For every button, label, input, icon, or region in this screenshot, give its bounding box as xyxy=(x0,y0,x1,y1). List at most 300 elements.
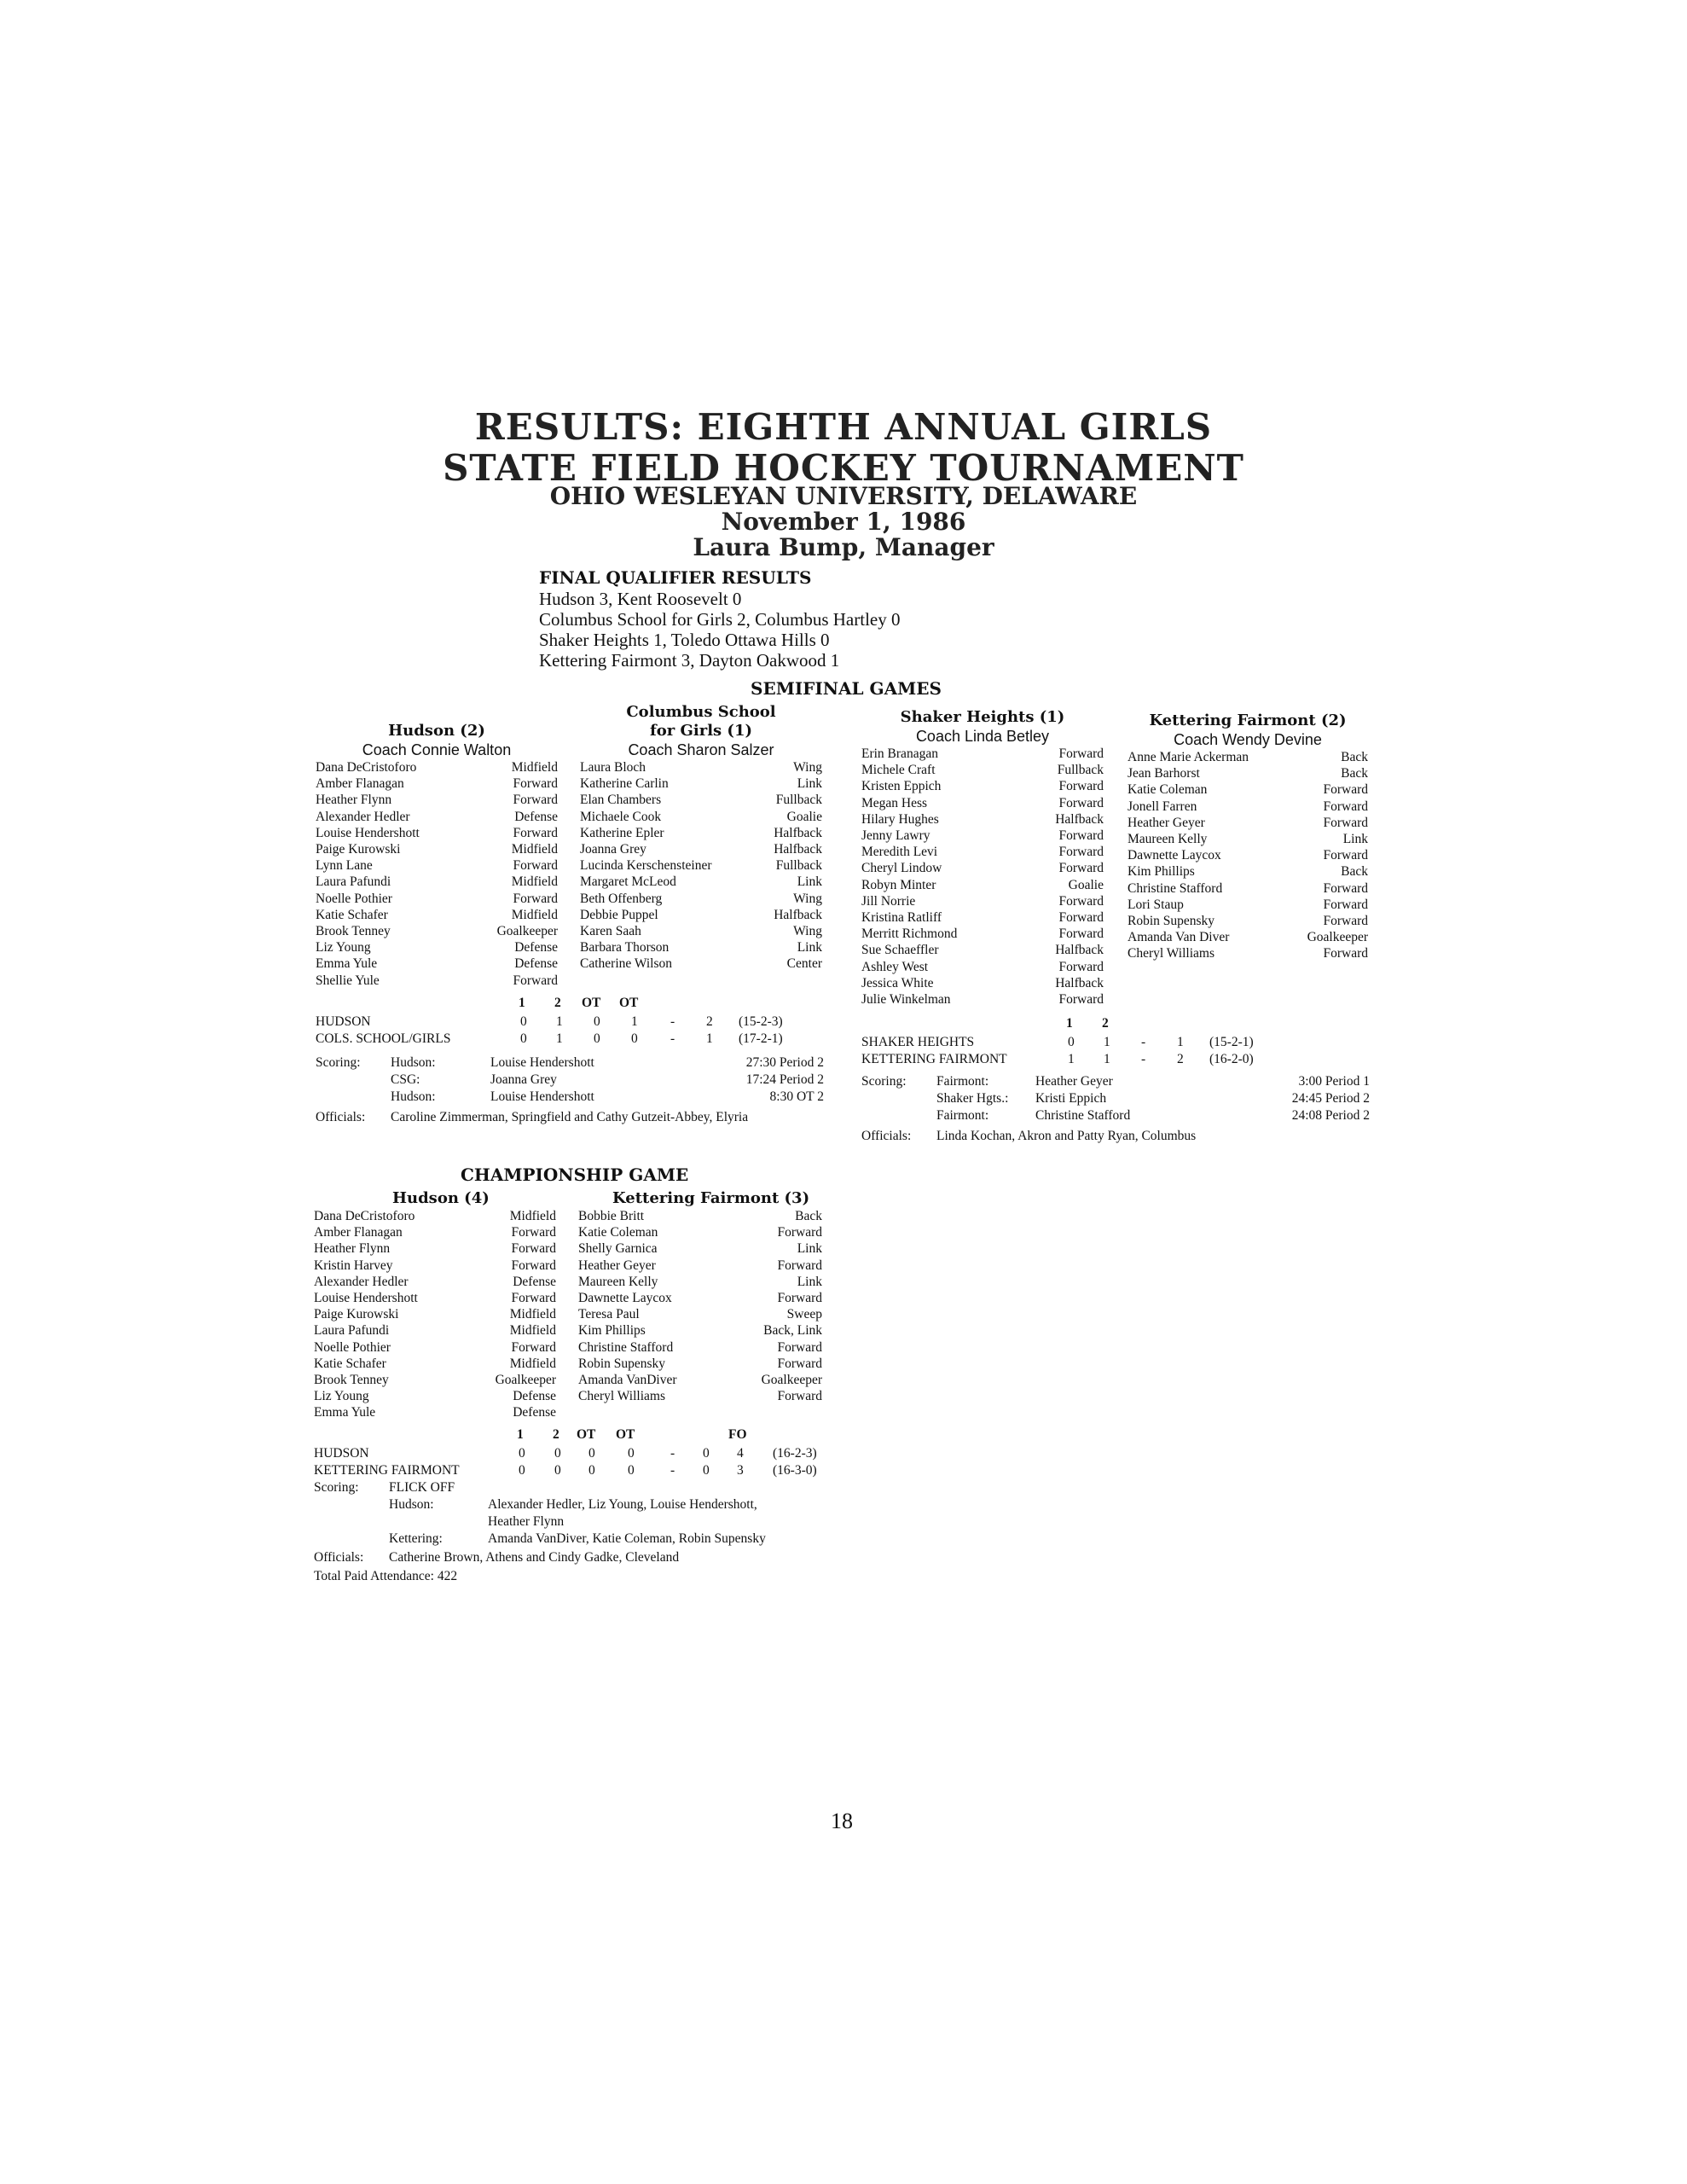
roster-row xyxy=(316,775,558,792)
roster-row xyxy=(580,759,822,775)
player-name: Amber Flanagan xyxy=(314,1225,403,1240)
player-position: Wing xyxy=(793,924,822,939)
player-position: Defense xyxy=(513,1274,556,1289)
scorer: Heather Geyer xyxy=(1035,1074,1113,1089)
roster-row xyxy=(861,959,1104,975)
player-name: Beth Offenberg xyxy=(580,891,663,906)
total: 3 xyxy=(737,1463,744,1478)
player-name: Shellie Yule xyxy=(316,973,380,988)
scorer: Joanna Grey xyxy=(490,1072,557,1087)
goal-time: 27:30 Period 2 xyxy=(745,1055,824,1070)
player-name: Margaret McLeod xyxy=(580,874,676,890)
venue: OHIO WESLEYAN UNIVERSITY, DELAWARE xyxy=(549,482,1138,510)
player-name: Noelle Pothier xyxy=(314,1339,391,1355)
player-name: Kristin Harvey xyxy=(314,1258,393,1273)
player-position: Forward xyxy=(511,1291,556,1306)
player-name: Cheryl Williams xyxy=(578,1389,665,1404)
semifinal-1-score-table xyxy=(316,995,844,1126)
manager: Laura Bump, Manager xyxy=(693,533,994,561)
player-name: Joanna Grey xyxy=(580,842,646,857)
player-name: Jessica White xyxy=(861,975,934,990)
player-name: Amber Flanagan xyxy=(316,776,404,792)
officials-label: Officials: xyxy=(316,1110,366,1124)
player-position: Forward xyxy=(513,973,558,988)
player-position: Forward xyxy=(511,1241,556,1257)
player-name: Teresa Paul xyxy=(578,1307,640,1322)
roster-row xyxy=(316,973,558,989)
roster-row xyxy=(580,939,822,956)
player-name: Brook Tenney xyxy=(316,924,391,939)
roster-row xyxy=(578,1322,822,1339)
player-position: Forward xyxy=(777,1258,822,1273)
scoring-team: Hudson: xyxy=(391,1055,436,1070)
player-position: Sweep xyxy=(786,1307,822,1322)
player-name: Paige Kurowski xyxy=(316,842,401,857)
goal-time: 24:08 Period 2 xyxy=(1291,1108,1370,1123)
roster-row xyxy=(1128,781,1368,798)
roster-row xyxy=(314,1404,556,1420)
score-row xyxy=(861,1051,1370,1068)
scoring-row xyxy=(314,1479,826,1496)
player-name: Katherine Carlin xyxy=(580,776,669,792)
player-name: Lori Staup xyxy=(1128,897,1184,912)
roster-row xyxy=(578,1388,822,1404)
player-name: Heather Geyer xyxy=(578,1258,656,1273)
dash: - xyxy=(1141,1052,1146,1066)
player-name: Jenny Lawry xyxy=(861,828,930,844)
player-position: Forward xyxy=(513,858,558,874)
score: 0 xyxy=(519,1463,525,1478)
score: 0 xyxy=(594,1031,600,1046)
roster-row xyxy=(861,877,1104,893)
player-name: Laura Pafundi xyxy=(316,874,391,890)
player-position: Goalkeeper xyxy=(495,1373,556,1388)
semifinal-heading: SEMIFINAL GAMES xyxy=(751,678,942,699)
roster-row xyxy=(314,1208,556,1224)
roster-row xyxy=(580,874,822,890)
player-position: Forward xyxy=(777,1225,822,1240)
player-position: Forward xyxy=(777,1291,822,1306)
shaker-semifinal-roster xyxy=(861,708,1104,1008)
roster-row xyxy=(578,1356,822,1372)
player-position: Fullback xyxy=(775,793,822,808)
roster-row xyxy=(580,775,822,792)
player-name: Maureen Kelly xyxy=(1128,832,1208,847)
scoring-team: Fairmont: xyxy=(936,1074,989,1089)
player-name: Shelly Garnica xyxy=(578,1241,658,1257)
total: 1 xyxy=(706,1031,713,1046)
roster-row xyxy=(861,991,1104,1008)
score: 0 xyxy=(628,1446,635,1461)
kettering-championship-roster xyxy=(578,1189,822,1404)
roster-row xyxy=(861,893,1104,909)
roster-row xyxy=(314,1356,556,1372)
player-name: Kim Phillips xyxy=(1128,864,1195,880)
player-position: Forward xyxy=(1323,782,1368,798)
roster-row xyxy=(861,746,1104,762)
dash: - xyxy=(670,1446,675,1461)
player-position: Link xyxy=(1342,832,1368,847)
roster-row xyxy=(314,1372,556,1388)
player-name: Heather Flynn xyxy=(314,1241,391,1257)
qualifier-result: Shaker Heights 1, Toledo Ottawa Hills 0 xyxy=(539,630,830,650)
roster-row xyxy=(1128,880,1368,897)
roster-row xyxy=(578,1339,822,1356)
roster-row xyxy=(316,792,558,808)
goal-time: 24:45 Period 2 xyxy=(1291,1091,1370,1106)
player-name: Katie Schafer xyxy=(314,1356,386,1371)
player-name: Lynn Lane xyxy=(316,858,373,874)
kettering-semifinal-roster xyxy=(1128,712,1368,962)
score-row xyxy=(314,1462,826,1479)
score: 1 xyxy=(1104,1052,1110,1066)
scoring-team: Fairmont: xyxy=(936,1108,989,1123)
dash: - xyxy=(670,1031,675,1046)
roster-row xyxy=(316,841,558,857)
player-position: Forward xyxy=(511,1339,556,1355)
player-name: Anne Marie Ackerman xyxy=(1128,750,1249,764)
total: 1 xyxy=(1177,1035,1184,1049)
player-position: Defense xyxy=(514,809,558,824)
page-number: 18 xyxy=(831,1809,853,1833)
scorer: Christine Stafford xyxy=(1035,1108,1131,1123)
scoring-label: Scoring: xyxy=(316,1055,361,1070)
team-name: Hudson (2) xyxy=(388,722,485,740)
roster-row xyxy=(1128,929,1368,945)
player-position: Forward xyxy=(1058,861,1104,876)
period-header: 2 xyxy=(554,996,561,1010)
roster-row xyxy=(578,1240,822,1257)
roster-row xyxy=(861,828,1104,844)
team: COLS. SCHOOL/GIRLS xyxy=(316,1031,451,1046)
player-position: Link xyxy=(797,874,822,890)
player-name: Louise Hendershott xyxy=(314,1291,418,1306)
roster-row xyxy=(316,939,558,956)
coach-name: Coach Sharon Salzer xyxy=(628,741,774,758)
player-position: Midfield xyxy=(511,760,558,775)
scoring-team: Kettering: xyxy=(389,1531,443,1546)
score: 0 xyxy=(520,1031,527,1046)
score: 0 xyxy=(628,1463,635,1478)
player-name: Debbie Puppel xyxy=(580,907,658,922)
player-position: Link xyxy=(797,776,822,792)
period-header: 1 xyxy=(517,1427,524,1442)
player-position: Halfback xyxy=(774,825,822,840)
scoring-label: Scoring: xyxy=(861,1074,907,1089)
player-position: Defense xyxy=(513,1389,556,1404)
player-position: Link xyxy=(797,1274,822,1289)
score: 0 xyxy=(631,1031,638,1046)
team: KETTERING FAIRMONT xyxy=(314,1463,460,1478)
roster-row xyxy=(861,778,1104,794)
coach-name: Coach Wendy Devine xyxy=(1174,731,1322,748)
roster-row xyxy=(314,1339,556,1356)
period-header: 1 xyxy=(519,996,525,1010)
scoring-row xyxy=(314,1496,826,1513)
hudson-semifinal-roster xyxy=(316,722,558,989)
player-position: Forward xyxy=(513,776,558,792)
roster-row xyxy=(578,1258,822,1274)
dash: - xyxy=(670,1463,675,1478)
player-name: Jonell Farren xyxy=(1128,799,1197,814)
roster-row xyxy=(580,956,822,972)
player-name: Alexander Hedler xyxy=(314,1274,409,1289)
total: 4 xyxy=(737,1446,744,1461)
player-name: Heather Flynn xyxy=(316,793,392,808)
flick-off-score: 0 xyxy=(703,1446,710,1461)
roster-row xyxy=(580,792,822,808)
period-header: 2 xyxy=(1102,1016,1109,1031)
player-list xyxy=(314,1208,556,1421)
roster-row xyxy=(580,857,822,874)
roster-row xyxy=(314,1306,556,1322)
roster-row xyxy=(1128,831,1368,847)
player-name: Ashley West xyxy=(861,959,929,974)
player-name: Amanda Van Diver xyxy=(1128,930,1230,945)
score: 1 xyxy=(1104,1035,1110,1049)
scoring-team: Hudson: xyxy=(389,1497,434,1512)
player-name: Emma Yule xyxy=(314,1405,376,1420)
player-name: Cheryl Williams xyxy=(1128,946,1215,961)
attendance-row xyxy=(314,1568,826,1585)
roster-row xyxy=(316,891,558,907)
score-header xyxy=(861,1015,1370,1031)
player-position: Back xyxy=(1341,864,1368,880)
semifinal-2-score-table xyxy=(861,1015,1370,1145)
player-position: Forward xyxy=(777,1389,822,1404)
score: 0 xyxy=(520,1014,527,1029)
player-position: Defense xyxy=(514,956,558,972)
player-position: Link xyxy=(797,940,822,956)
period-header: 1 xyxy=(1066,1016,1073,1031)
score-header xyxy=(316,995,844,1011)
player-name: Sue Schaeffler xyxy=(861,943,939,958)
player-position: Forward xyxy=(1058,926,1104,942)
player-position: Midfield xyxy=(509,1323,556,1339)
flick-off-scorers: Amanda VanDiver, Katie Coleman, Robin Supensky xyxy=(488,1531,766,1546)
roster-row xyxy=(580,923,822,939)
player-name: Catherine Wilson xyxy=(580,956,673,972)
score: 0 xyxy=(594,1014,600,1029)
score-row xyxy=(316,1014,827,1031)
roster-row xyxy=(578,1224,822,1240)
player-name: Jean Barhorst xyxy=(1128,766,1200,781)
scoring-row xyxy=(861,1090,1370,1107)
player-name: Laura Bloch xyxy=(580,760,646,775)
championship-score-table xyxy=(314,1426,843,1585)
roster-row xyxy=(580,809,822,825)
score: 0 xyxy=(588,1446,595,1461)
player-name: Brook Tenney xyxy=(314,1373,389,1388)
scoring-row xyxy=(314,1513,826,1531)
record: (16-3-0) xyxy=(773,1463,817,1478)
player-name: Maureen Kelly xyxy=(578,1274,658,1289)
coach-name: Coach Linda Betley xyxy=(915,728,1050,745)
roster-row xyxy=(861,795,1104,811)
player-name: Michele Craft xyxy=(861,763,936,778)
scoring-row xyxy=(861,1073,1370,1090)
player-name: Christine Stafford xyxy=(1128,880,1223,896)
player-name: Amanda VanDiver xyxy=(578,1373,677,1388)
player-name: Robyn Minter xyxy=(861,877,936,892)
player-position: Wing xyxy=(793,760,822,775)
player-position: Halfback xyxy=(774,842,822,857)
player-name: Christine Stafford xyxy=(578,1339,674,1355)
score: 1 xyxy=(631,1014,638,1029)
flick-off-score: 0 xyxy=(703,1463,710,1478)
flick-off-scorers: Alexander Hedler, Liz Young, Louise Hendershott, xyxy=(488,1497,757,1512)
player-position: Goalkeeper xyxy=(761,1373,822,1388)
scoring-row xyxy=(861,1107,1370,1124)
player-name: Dawnette Laycox xyxy=(578,1291,672,1306)
scorer: Kristi Eppich xyxy=(1035,1091,1107,1106)
roster-row xyxy=(316,923,558,939)
player-name: Katie Schafer xyxy=(316,907,388,922)
roster-row xyxy=(578,1290,822,1306)
roster-row xyxy=(1128,897,1368,913)
player-name: Noelle Pothier xyxy=(316,891,392,906)
player-name: Paige Kurowski xyxy=(314,1307,399,1322)
player-name: Lucinda Kerschensteiner xyxy=(580,858,712,874)
score: 0 xyxy=(588,1463,595,1478)
team: HUDSON xyxy=(316,1014,371,1029)
player-list xyxy=(580,759,822,973)
roster-row xyxy=(316,956,558,972)
player-position: Forward xyxy=(1058,992,1104,1008)
roster-row xyxy=(316,809,558,825)
team-name: Kettering Fairmont (3) xyxy=(612,1189,810,1207)
player-position: Midfield xyxy=(509,1209,556,1223)
score: 1 xyxy=(556,1031,563,1046)
score-row xyxy=(861,1034,1370,1051)
officials: Caroline Zimmerman, Springfield and Cathy Gutzeit-Abbey, Elyria xyxy=(391,1110,749,1124)
dash: - xyxy=(670,1014,675,1029)
player-name: Laura Pafundi xyxy=(314,1323,390,1339)
player-name: Alexander Hedler xyxy=(316,809,410,824)
player-position: Midfield xyxy=(511,907,558,922)
player-position: Forward xyxy=(1058,795,1104,810)
player-position: Forward xyxy=(1323,880,1368,896)
championship-heading: CHAMPIONSHIP GAME xyxy=(461,1165,689,1185)
player-name: Dawnette Laycox xyxy=(1128,848,1221,863)
player-position: Defense xyxy=(513,1405,556,1420)
player-position: Midfield xyxy=(511,874,558,890)
team: SHAKER HEIGHTS xyxy=(861,1035,975,1049)
player-position: Goalie xyxy=(1068,877,1104,892)
total: 2 xyxy=(706,1014,713,1029)
roster-row xyxy=(314,1224,556,1240)
player-position: Back xyxy=(795,1209,822,1223)
team: KETTERING FAIRMONT xyxy=(861,1052,1007,1066)
score: 0 xyxy=(1068,1035,1075,1049)
scoring-team: Shaker Hgts.: xyxy=(936,1091,1009,1106)
scoring-label: Scoring: xyxy=(314,1480,359,1495)
officials-label: Officials: xyxy=(314,1550,364,1565)
player-name: Kristen Eppich xyxy=(861,779,942,794)
player-name: Robin Supensky xyxy=(1128,914,1215,929)
player-position: Halfback xyxy=(774,907,822,922)
player-name: Barbara Thorson xyxy=(580,940,670,956)
officials-label: Officials: xyxy=(861,1129,912,1143)
player-name: Robin Supensky xyxy=(578,1356,666,1371)
roster-row xyxy=(1128,847,1368,863)
player-name: Liz Young xyxy=(314,1389,369,1404)
qualifier-section xyxy=(539,566,901,671)
officials-row xyxy=(316,1109,844,1126)
roster-row xyxy=(580,891,822,907)
team-name: Kettering Fairmont (2) xyxy=(1149,712,1347,729)
goal-time: 3:00 Period 1 xyxy=(1298,1074,1370,1089)
roster-row xyxy=(1128,799,1368,815)
player-name: Jill Norrie xyxy=(861,893,916,909)
team-name-line-2: for Girls (1) xyxy=(650,722,752,740)
player-list xyxy=(1128,749,1368,962)
roster-row xyxy=(861,811,1104,828)
player-name: Cheryl Lindow xyxy=(861,861,942,876)
score: 1 xyxy=(1068,1052,1075,1066)
player-position: Halfback xyxy=(1055,811,1104,827)
player-position: Midfield xyxy=(511,842,558,857)
player-position: Forward xyxy=(1323,799,1368,814)
player-name: Bobbie Britt xyxy=(578,1209,645,1223)
roster-row xyxy=(580,907,822,923)
player-position: Forward xyxy=(1058,910,1104,926)
scoring-row xyxy=(316,1089,827,1106)
roster-row xyxy=(316,759,558,775)
title-line-1: RESULTS: EIGHTH ANNUAL GIRLS xyxy=(474,406,1213,448)
flick-off-scorers: Heather Flynn xyxy=(488,1514,565,1529)
roster-row xyxy=(316,825,558,841)
player-position: Back, Link xyxy=(763,1323,822,1339)
scoring-row xyxy=(316,1072,827,1089)
roster-row xyxy=(861,762,1104,778)
roster-row xyxy=(861,844,1104,860)
player-list xyxy=(861,746,1104,1008)
roster-row xyxy=(861,860,1104,876)
player-position: Center xyxy=(786,956,822,972)
player-name: Heather Geyer xyxy=(1128,815,1205,830)
roster-row xyxy=(314,1388,556,1404)
player-position: Fullback xyxy=(1057,763,1104,778)
player-list xyxy=(316,759,558,989)
player-position: Forward xyxy=(513,891,558,906)
qualifier-result: Hudson 3, Kent Roosevelt 0 xyxy=(539,589,742,609)
period-header: FO xyxy=(728,1427,747,1442)
player-position: Goalkeeper xyxy=(1307,930,1368,945)
player-position: Forward xyxy=(1323,815,1368,830)
player-name: Meredith Levi xyxy=(861,845,938,860)
total: 2 xyxy=(1177,1052,1184,1066)
player-position: Forward xyxy=(1058,779,1104,794)
scoring-row xyxy=(316,1054,827,1072)
csg-semifinal-roster xyxy=(580,703,822,973)
team-name: Shaker Heights (1) xyxy=(900,708,1065,726)
roster-row xyxy=(578,1274,822,1290)
roster-row xyxy=(314,1258,556,1274)
player-position: Forward xyxy=(777,1339,822,1355)
roster-row xyxy=(580,825,822,841)
roster-row xyxy=(314,1274,556,1290)
player-position: Link xyxy=(797,1241,822,1257)
record: (16-2-0) xyxy=(1209,1052,1254,1066)
player-position: Back xyxy=(1341,750,1368,764)
player-name: Michaele Cook xyxy=(580,809,662,824)
player-position: Midfield xyxy=(509,1307,556,1322)
player-name: Katie Coleman xyxy=(1128,782,1208,798)
roster-row xyxy=(1128,945,1368,961)
player-position: Forward xyxy=(1058,893,1104,909)
score: 0 xyxy=(519,1446,525,1461)
